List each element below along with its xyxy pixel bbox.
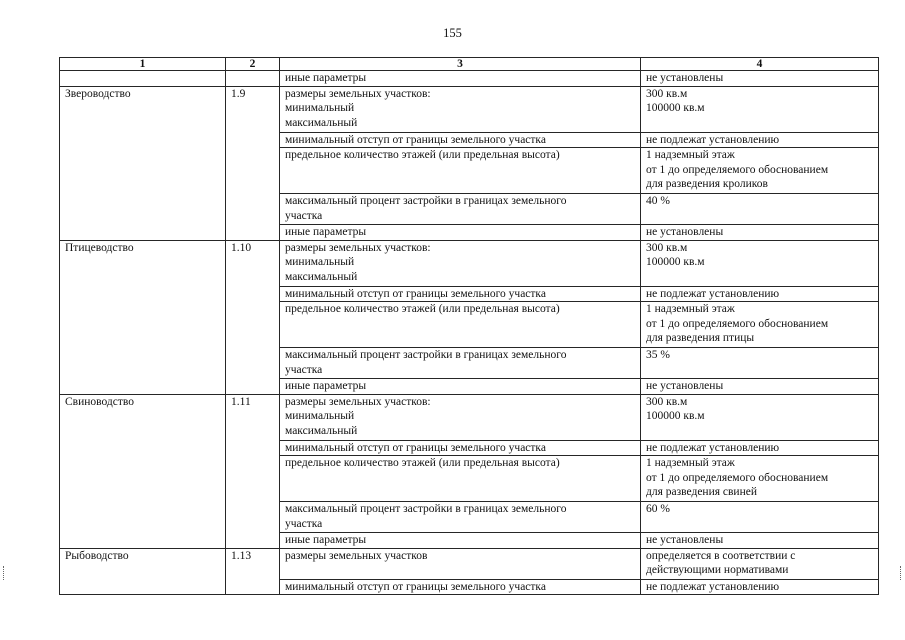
value-cell: [641, 456, 879, 502]
param-cell: иные параметры: [280, 379, 641, 395]
value-cell: [641, 394, 879, 440]
param-cell: [280, 86, 641, 132]
value-cell: 40 %: [641, 194, 879, 225]
land-use-code: 1.11: [226, 394, 280, 548]
value-line: 100000 кв.м: [646, 410, 705, 422]
value-cell: не установлены: [641, 533, 879, 549]
param-line: максимальный: [285, 270, 358, 283]
param-line: максимальный: [285, 424, 358, 437]
column-header: 1: [60, 58, 226, 71]
param-cell: размеры земельных участков: [280, 548, 641, 579]
value-cell: 35 %: [641, 348, 879, 379]
param-cell: [280, 348, 641, 379]
scan-edge-mark-left: [3, 566, 4, 580]
land-use-code: 1.10: [226, 240, 280, 394]
value-line: 1 надземный этаж: [646, 149, 735, 161]
param-line: минимальный: [285, 102, 355, 114]
value-line: от 1 до определяемого обоснованием: [646, 317, 829, 330]
value-line: для разведения свиней: [646, 486, 757, 498]
value-line: 300 кв.м: [646, 87, 688, 100]
param-line: минимальный: [285, 410, 355, 422]
column-header: 4: [641, 58, 879, 71]
value-line: 300 кв.м: [646, 395, 688, 408]
param-line: участка: [285, 209, 323, 222]
param-line: участка: [285, 363, 323, 376]
param-line: максимальный процент застройки в границах земельного: [285, 195, 567, 207]
land-use-type: Звероводство: [60, 86, 226, 240]
value-line: для разведения птицы: [646, 332, 755, 344]
value-line: определяется в соответствии с: [646, 549, 796, 562]
table-row: [60, 86, 879, 132]
param-line: размеры земельных участков:: [285, 241, 431, 254]
empty-cell: [226, 71, 280, 87]
param-cell: иные параметры: [280, 225, 641, 241]
page-number: 155: [443, 26, 462, 40]
table-row: [60, 394, 879, 440]
value-line: для разведения кроликов: [646, 178, 768, 190]
value-cell: [641, 302, 879, 348]
table-header-row: [60, 58, 879, 71]
land-use-code: 1.13: [226, 548, 280, 595]
param-cell: минимальный отступ от границы земельного участка: [280, 440, 641, 456]
param-cell: предельное количество этажей (или предельная высота): [280, 148, 641, 194]
param-line: максимальный процент застройки в границах земельного: [285, 349, 567, 361]
param-line: минимальный: [285, 256, 355, 268]
param-cell: [280, 194, 641, 225]
param-cell: [280, 394, 641, 440]
value-line: 100000 кв.м: [646, 102, 705, 114]
value-line: 100000 кв.м: [646, 256, 705, 268]
value-line: от 1 до определяемого обоснованием: [646, 471, 829, 484]
param-cell: предельное количество этажей (или предельная высота): [280, 302, 641, 348]
param-cell: иные параметры: [280, 533, 641, 549]
value-cell: не установлены: [641, 225, 879, 241]
table-row: [60, 240, 879, 286]
value-cell: 60 %: [641, 502, 879, 533]
value-cell: не установлены: [641, 71, 879, 87]
land-use-type: Рыбоводство: [60, 548, 226, 595]
scan-edge-mark-right: [900, 566, 901, 580]
table-row: [60, 548, 879, 579]
value-cell: [641, 548, 879, 579]
param-cell: [280, 502, 641, 533]
value-line: действующими нормативами: [646, 564, 789, 576]
param-line: максимальный: [285, 116, 358, 129]
param-cell: минимальный отступ от границы земельного участка: [280, 579, 641, 595]
empty-cell: [60, 71, 226, 87]
param-cell: иные параметры: [280, 71, 641, 87]
value-line: от 1 до определяемого обоснованием: [646, 163, 829, 176]
param-line: участка: [285, 517, 323, 530]
value-line: 300 кв.м: [646, 241, 688, 254]
land-use-parameters-table: [59, 57, 879, 595]
param-cell: минимальный отступ от границы земельного участка: [280, 132, 641, 148]
land-use-type: Птицеводство: [60, 240, 226, 394]
value-cell: не установлены: [641, 379, 879, 395]
value-cell: не подлежат установлению: [641, 286, 879, 302]
column-header: 2: [226, 58, 280, 71]
value-cell: [641, 148, 879, 194]
value-line: 1 надземный этаж: [646, 457, 735, 469]
value-line: 1 надземный этаж: [646, 303, 735, 315]
value-cell: не подлежат установлению: [641, 132, 879, 148]
land-use-code: 1.9: [226, 86, 280, 240]
table-row: [60, 71, 879, 87]
value-cell: [641, 86, 879, 132]
param-cell: [280, 240, 641, 286]
param-line: максимальный процент застройки в границах земельного: [285, 503, 567, 515]
value-cell: [641, 240, 879, 286]
param-cell: минимальный отступ от границы земельного участка: [280, 286, 641, 302]
land-use-type: Свиноводство: [60, 394, 226, 548]
param-cell: предельное количество этажей (или предельная высота): [280, 456, 641, 502]
value-cell: не подлежат установлению: [641, 579, 879, 595]
value-cell: не подлежат установлению: [641, 440, 879, 456]
column-header: 3: [280, 58, 641, 71]
param-line: размеры земельных участков:: [285, 395, 431, 408]
param-line: размеры земельных участков:: [285, 87, 431, 100]
